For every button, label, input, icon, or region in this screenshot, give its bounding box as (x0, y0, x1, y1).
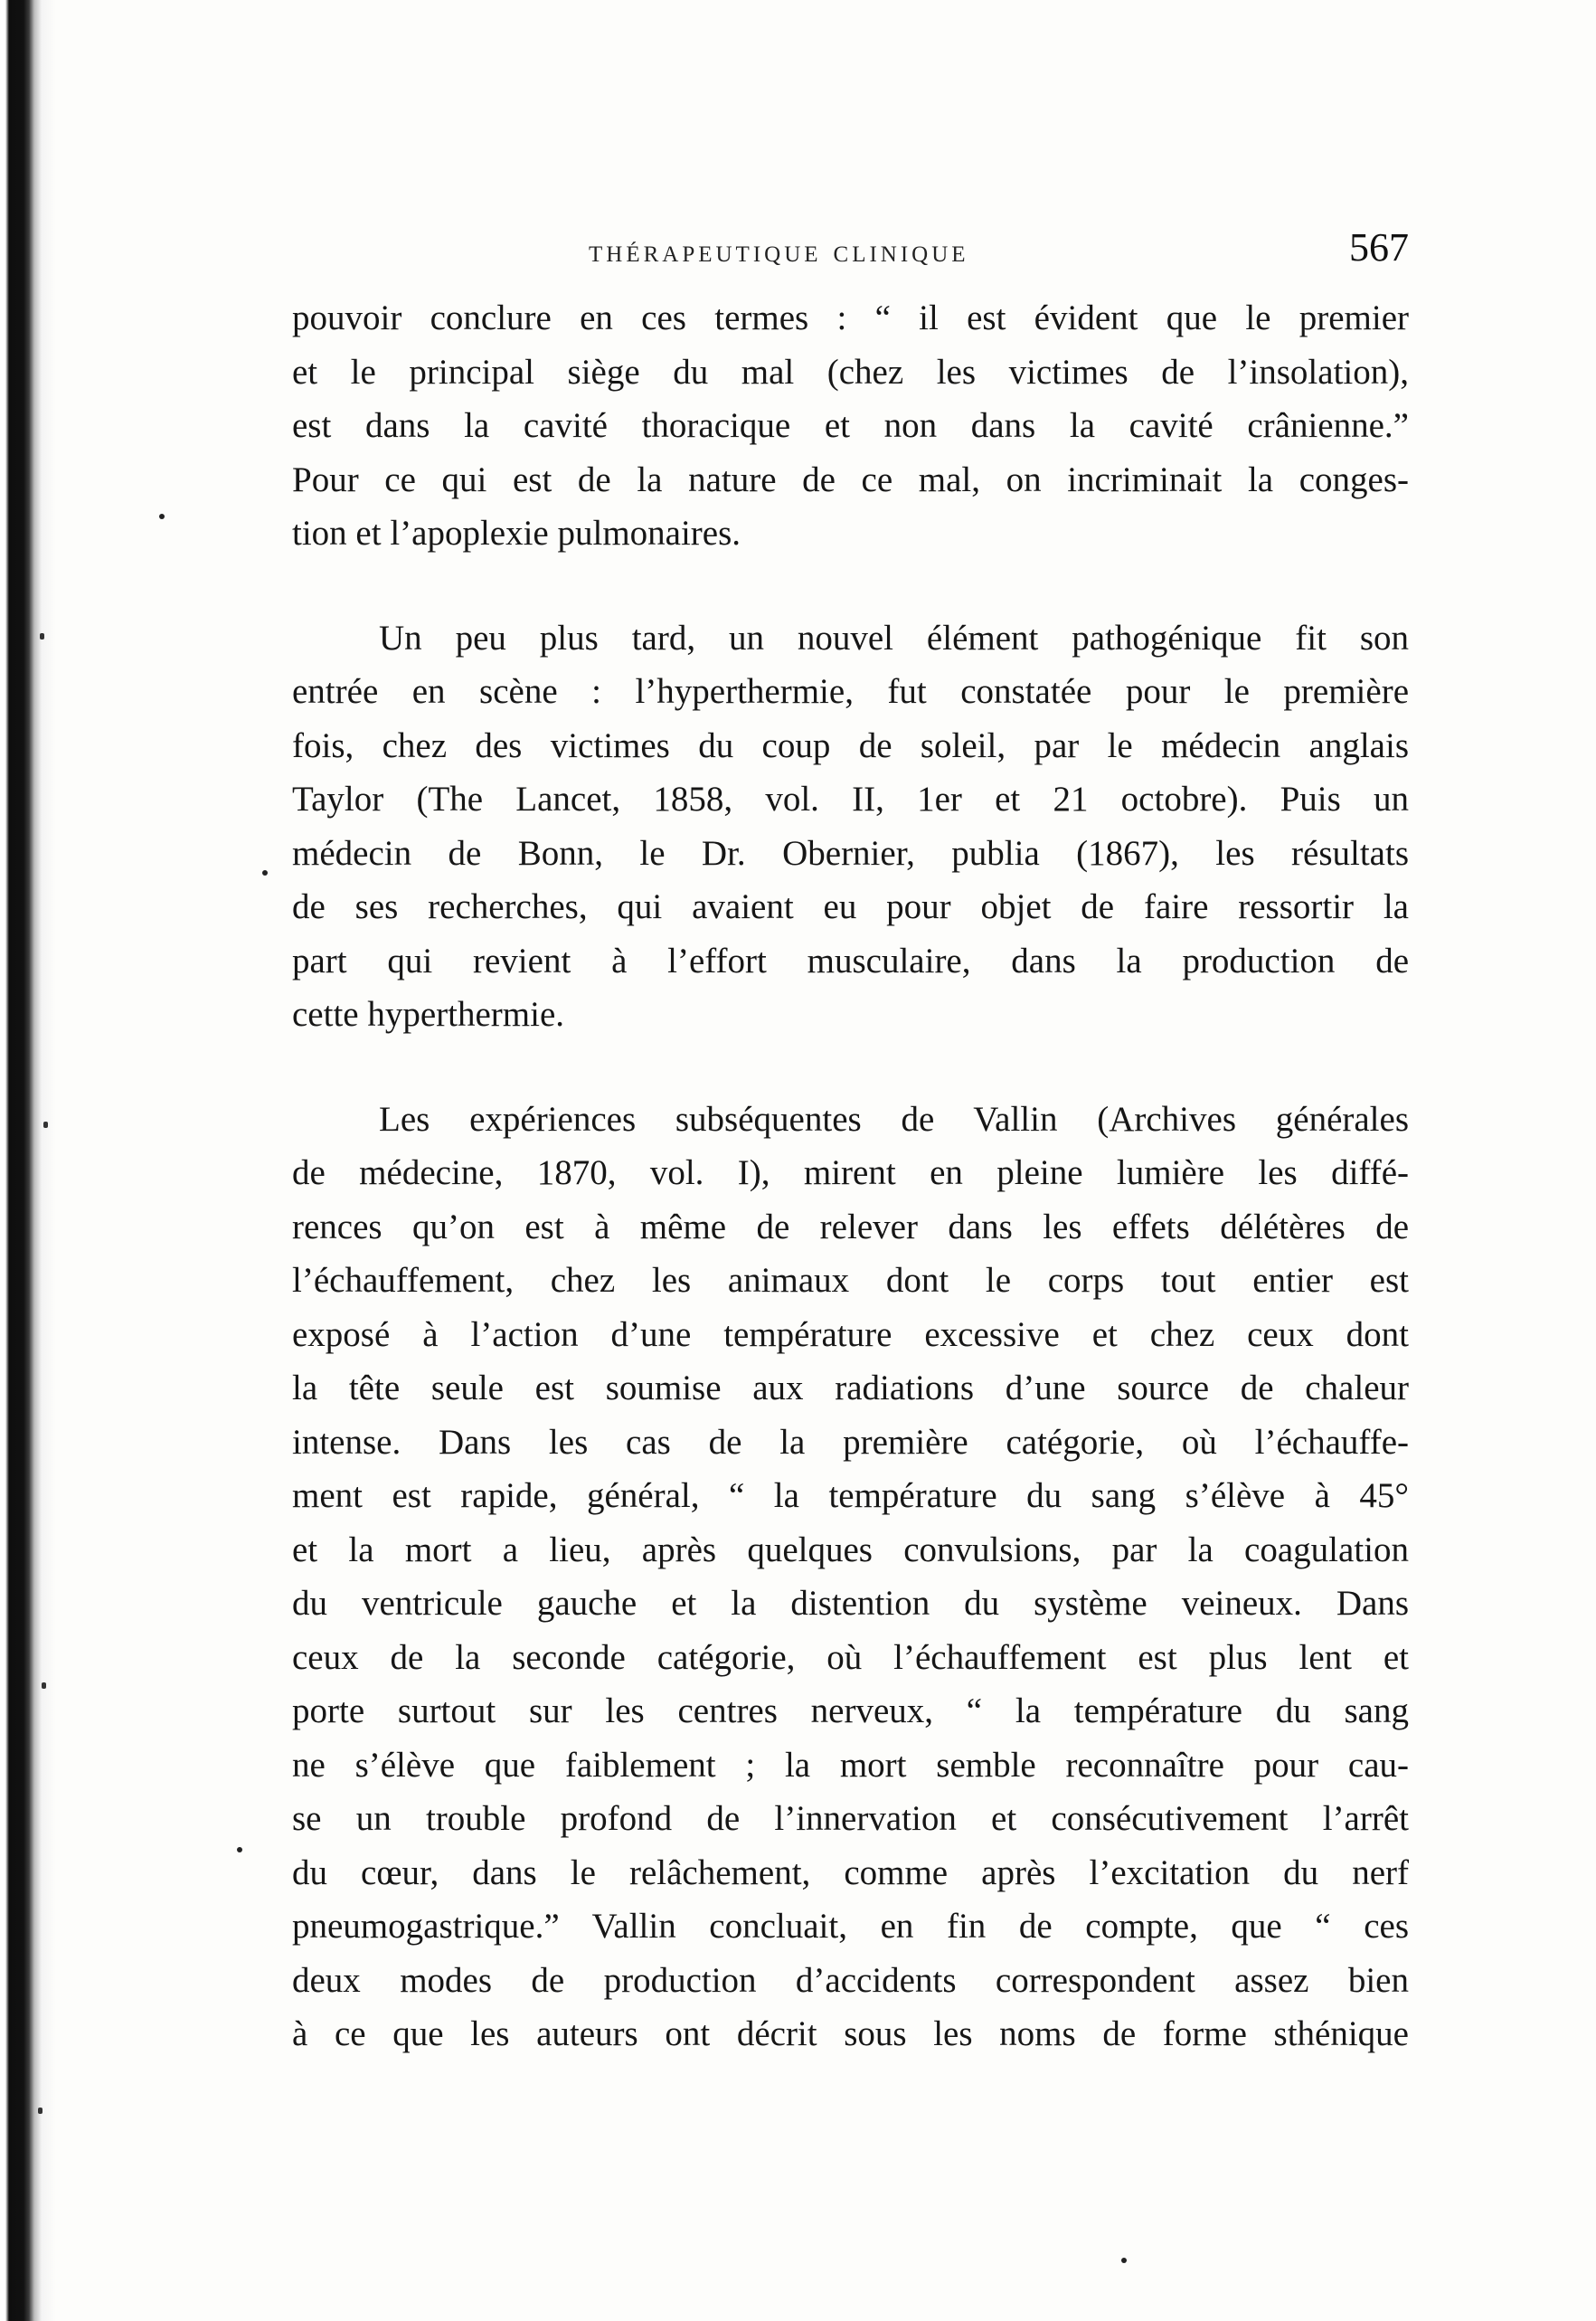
text-line: fois, chez des victimes du coup de soleil, par le médecin anglais (292, 725, 1409, 765)
scan-speck (43, 1122, 48, 1128)
text-line: deux modes de production d’accidents correspondent assez bien (292, 1960, 1409, 2000)
text-line: exposé à l’action d’une température excessive et chez ceux dont (292, 1314, 1409, 1354)
stray-mark (237, 1847, 242, 1852)
text-line: rences qu’on est à même de relever dans les effets délétères de (292, 1207, 1409, 1246)
stray-mark (262, 870, 268, 876)
text-line: est dans la cavité thoracique et non dans la cavité crânienne.” (292, 406, 1409, 445)
text-line: entrée en scène : l’hyperthermie, fut constatée pour le première (292, 672, 1409, 711)
text-line: se un trouble profond de l’innervation et consécutivement l’arrêt (292, 1799, 1409, 1838)
text-line: la tête seule est soumise aux radiations d’une source de chaleur (292, 1369, 1409, 1407)
paragraph-2 (292, 611, 1409, 1042)
scan-speck (40, 633, 44, 639)
text-line: cette hyperthermie. (292, 995, 565, 1034)
page-number: 567 (1349, 225, 1409, 270)
text-line: médecin de Bonn, le Dr. Obernier, publia (1867), les résultats (292, 833, 1409, 873)
text-line: du cœur, dans le relâchement, comme après l’excitation du nerf (292, 1852, 1409, 1892)
text-line: Les expériences subséquentes de Vallin (Archives générales (379, 1099, 1409, 1139)
text-line: ment est rapide, général, “ la température du sang s’élève à 45° (292, 1476, 1409, 1515)
text-line: du ventricule gauche et la distention du système veineux. Dans (292, 1584, 1409, 1623)
text-line: l’échauffement, chez les animaux dont le corps tout entier est (292, 1261, 1409, 1300)
text-line: pneumogastrique.” Vallin concluait, en fin de compte, que “ ces (292, 1907, 1409, 1946)
text-line: intense. Dans les cas de la première catégorie, où l’échauffe- (292, 1422, 1409, 1462)
text-line: et la mort a lieu, après quelques convulsions, par la coagulation (292, 1530, 1409, 1569)
paragraph-gap (292, 1042, 1409, 1093)
text-line: de ses recherches, qui avaient eu pour objet de faire ressortir la (292, 887, 1409, 926)
text-line: tion et l’apoplexie pulmonaires. (292, 514, 741, 553)
text-line: ne s’élève que faiblement ; la mort semble reconnaître pour cau- (292, 1745, 1409, 1785)
stray-mark (159, 514, 165, 519)
text-line: à ce que les auteurs ont décrit sous les noms de forme sthénique (292, 2014, 1409, 2053)
scan-speck (42, 1682, 46, 1689)
text-line: pouvoir conclure en ces termes : “ il est évident que le premier (292, 298, 1409, 337)
stray-mark (1121, 2258, 1127, 2263)
text-line: Taylor (The Lancet, 1858, vol. II, 1er et 21 octobre). Puis un (292, 780, 1409, 819)
text-line: part qui revient à l’effort musculaire, dans la production de (292, 941, 1409, 981)
running-title: thérapeutique clinique (589, 232, 969, 269)
paragraph-gap (292, 561, 1409, 611)
text-line: de médecine, 1870, vol. I), mirent en pleine lumière les diffé- (292, 1153, 1409, 1192)
paragraph-3 (292, 1093, 1409, 2061)
text-line: et le principal siège du mal (chez les victimes de l’insolation), (292, 352, 1409, 392)
running-head (292, 224, 1409, 279)
text-line: Pour ce qui est de la nature de ce mal, on incriminait la conges- (292, 459, 1409, 499)
text-line: Un peu plus tard, un nouvel élément pathogénique fit son (379, 618, 1409, 658)
text-line: ceux de la seconde catégorie, où l’échauffement est plus lent et (292, 1637, 1409, 1677)
body-text (292, 291, 1409, 2061)
text-line: porte surtout sur les centres nerveux, “ la température du sang (292, 1691, 1409, 1730)
scan-speck (38, 2108, 42, 2114)
binding-edge (0, 0, 56, 2321)
paragraph-1 (292, 291, 1409, 561)
